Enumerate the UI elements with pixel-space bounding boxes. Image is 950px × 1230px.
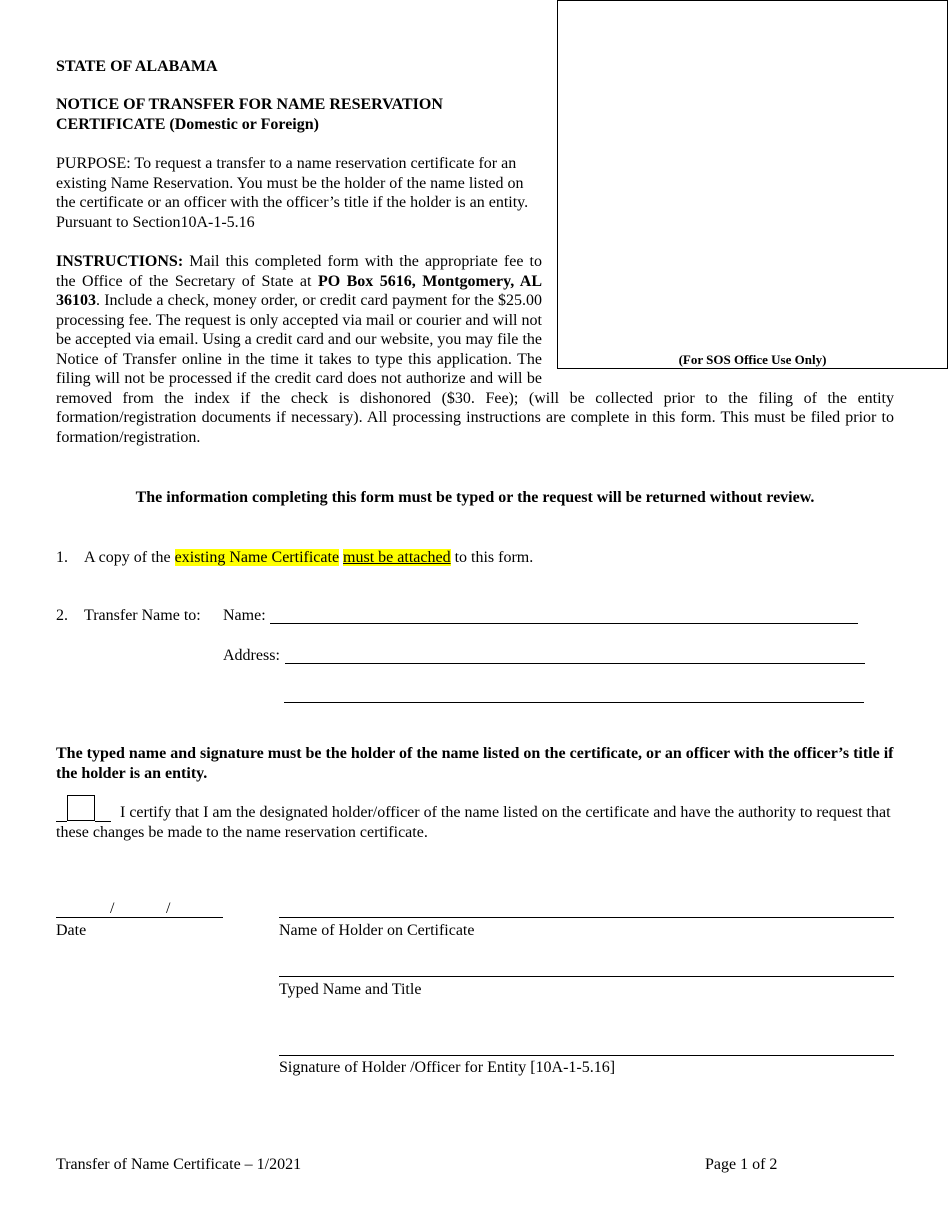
instructions-label: INSTRUCTIONS: <box>56 253 184 270</box>
signature-field[interactable] <box>279 1055 894 1056</box>
date-slash: / <box>166 900 171 917</box>
instructions-text-1: Mail this completed form with the appropriate fee to the Office of the Secretary of State at <box>56 253 542 290</box>
item-1-text-before: A copy of the <box>84 549 175 566</box>
transfer-name-label: Transfer Name to: <box>84 607 201 624</box>
holder-name-field[interactable] <box>279 917 894 918</box>
purpose-paragraph: PURPOSE: To request a transfer to a name reservation certificate for an existing Name Reservation. You must be the holder of the name listed on the certificate or an officer with the officer’s title if the holder is an entity. Pursuant to Section10A-1-5.16 <box>56 155 529 231</box>
instructions-text-2: . Include a check, money order, or credit card payment for the $25.00 processing fee. The request is only accepted via mail or courier and will not be accepted via email. Using a credit card and our website, you may file the Notice of Transfer online in the time it takes to type this application. The filing will not be processed if the credit card does not authorize and will be removed from the index if the check is dishonored ($30. Fee); (will be collected prior to the filing of the entity formation/registration documents if necessary). All processing instructions are complete in this form. This must be filed prior to formation/registration. <box>56 292 894 446</box>
form-version: Transfer of Name Certificate – 1/2021 <box>56 1156 302 1173</box>
typed-requirement-notice: The information completing this form must be typed or the request will be returned without review. <box>135 489 815 506</box>
item-1-text-after: to this form. <box>450 549 534 566</box>
existing-certificate-highlight: existing Name Certificate <box>174 549 340 566</box>
address-field-line-1[interactable] <box>285 663 865 664</box>
address-label: Address: <box>223 647 280 664</box>
address-field-line-2[interactable] <box>284 702 864 703</box>
signature-label: Signature of Holder /Officer for Entity [10A-1-5.16] <box>279 1059 616 1076</box>
instructions-paragraph <box>56 252 894 447</box>
date-slash: / <box>110 900 115 917</box>
date-field[interactable] <box>56 917 223 918</box>
state-title: STATE OF ALABAMA <box>56 58 218 75</box>
certification-statement: I certify that I am the designated holder/officer of the name listed on the certificate and have the authority to request that these changes be made to the name reservation certificate. <box>56 804 891 841</box>
name-field[interactable] <box>270 623 858 624</box>
item-1-number: 1. <box>56 549 68 566</box>
name-label: Name: <box>223 607 266 624</box>
page-number: Page 1 of 2 <box>705 1156 778 1173</box>
holder-signature-notice: The typed name and signature must be the holder of the name listed on the certificate, or an officer with the officer’s title if the holder is an entity. <box>56 745 894 782</box>
typed-name-label: Typed Name and Title <box>279 981 422 998</box>
office-box-spacer <box>542 252 894 370</box>
holder-name-label: Name of Holder on Certificate <box>279 922 475 939</box>
item-2-number: 2. <box>56 607 68 624</box>
must-be-attached-highlight: must be attached <box>343 549 451 566</box>
typed-name-field[interactable] <box>279 976 894 977</box>
office-use-caption: (For SOS Office Use Only) <box>678 352 827 367</box>
mailing-address: PO Box 5616, Montgomery, AL 36103 <box>56 272 543 309</box>
date-label: Date <box>56 922 87 939</box>
notice-title: NOTICE OF TRANSFER FOR NAME RESERVATION CERTIFICATE (Domestic or Foreign) <box>56 96 443 133</box>
item-1-text <box>84 548 533 568</box>
